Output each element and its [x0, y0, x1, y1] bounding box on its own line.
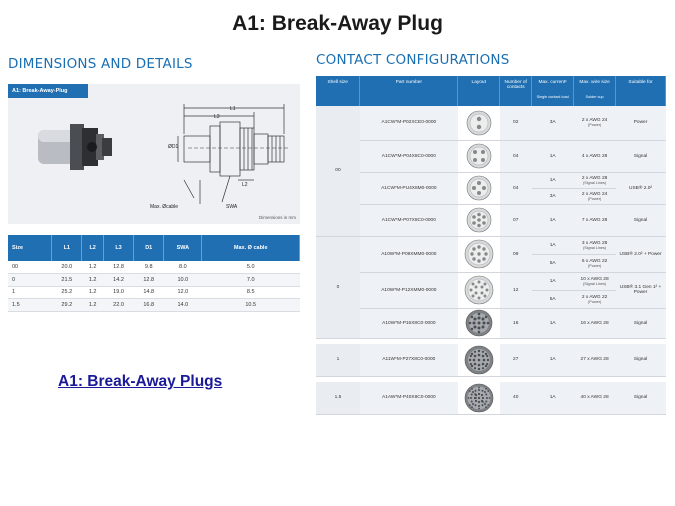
table-row — [316, 172, 666, 188]
col-size: Size — [8, 235, 52, 261]
table-row — [316, 344, 666, 376]
slide-title: A1: Break-Away Plug — [232, 12, 443, 35]
table-row — [8, 286, 300, 299]
cell: 14.8 — [134, 286, 164, 299]
current-cell: 1A — [532, 236, 574, 254]
cell: 12.0 — [164, 286, 202, 299]
table-row — [316, 308, 666, 338]
cell: 20.0 — [52, 261, 82, 274]
wire-size: 10 x AWG 28 — [580, 276, 609, 282]
wire-cell: 16 x AWG 28 — [574, 308, 616, 338]
contact-configurations-panel — [316, 52, 666, 401]
layout-cell — [458, 140, 500, 172]
suitable-cell: USB® 3.1 Gen 1² + Power — [616, 272, 666, 308]
cell: 00 — [8, 261, 52, 274]
current-cell: 1A — [532, 308, 574, 338]
wire-size: 3 x AWG 28 — [581, 240, 608, 246]
layout-4-usb-icon — [466, 175, 492, 201]
wire-cell — [574, 188, 616, 204]
part-number-cell: A10W*M-P09XMM0-0000 — [360, 236, 458, 272]
layout-cell — [458, 308, 500, 338]
table-row — [8, 274, 300, 287]
cell: 7.0 — [202, 274, 300, 287]
cell: 1.2 — [82, 299, 104, 312]
suitable-cell: Signal — [616, 308, 666, 338]
contact-configurations-heading: CONTACT CONFIGURATIONS — [316, 52, 510, 68]
cell: 1.2 — [82, 286, 104, 299]
table-row — [316, 236, 666, 254]
plug-photo — [38, 124, 112, 170]
layout-cell — [458, 172, 500, 204]
cell: 1.5 — [8, 299, 52, 312]
wire-cell — [574, 290, 616, 308]
max-wire-label: Max. wire size — [579, 80, 610, 85]
label-l2: L2 — [242, 182, 248, 188]
contacts-cell: 16 — [500, 308, 532, 338]
wire-cell — [574, 106, 616, 140]
col-shell-size: Shell size — [316, 76, 360, 106]
layout-7-contacts-icon — [466, 207, 492, 233]
wire-cell: 7 x AWG 28 — [574, 204, 616, 236]
wire-size: 2 x AWG 24 — [581, 118, 608, 124]
table-header-row — [8, 235, 300, 261]
cell: 21.5 — [52, 274, 82, 287]
layout-12-contacts-icon — [464, 275, 494, 305]
contacts-cell: 40 — [500, 382, 532, 414]
contacts-cell: 27 — [500, 344, 532, 376]
label-max-cable: Max. Øcable — [150, 204, 179, 210]
dimensions-heading: DIMENSIONS AND DETAILS — [8, 56, 193, 72]
suitable-cell: Signal — [616, 382, 666, 414]
cell: 1.2 — [82, 274, 104, 287]
drawing-caption: Dimensions in mm — [258, 215, 296, 220]
label-l3: L3 — [214, 114, 220, 120]
cell: 10.0 — [164, 274, 202, 287]
cell: 5.0 — [202, 261, 300, 274]
table-header-row — [316, 76, 666, 106]
current-cell: 1A — [532, 382, 574, 414]
part-number-cell: A10W*M-P16X8C0-0000 — [360, 308, 458, 338]
table-row — [316, 140, 666, 172]
cell: 29.2 — [52, 299, 82, 312]
part-number-cell: A1CW*M-P07X8C0-0000 — [360, 204, 458, 236]
part-number-cell: A1AW*M-P40X8C0-0000 — [360, 382, 458, 414]
layout-27-contacts-icon — [464, 345, 494, 375]
label-l1: L1 — [230, 106, 236, 112]
layout-cell — [458, 106, 500, 140]
wire-note: (Signal Lines) — [582, 245, 607, 250]
wire-note: (Power) — [587, 196, 602, 201]
col-max-wire — [574, 76, 616, 106]
suitable-cell: Power — [616, 106, 666, 140]
contacts-cell: 04 — [500, 140, 532, 172]
contact-configurations-table — [316, 76, 666, 415]
cell: 8.5 — [202, 286, 300, 299]
max-current-sublabel: Single contact load — [536, 95, 569, 99]
layout-cell — [458, 344, 500, 376]
table-row — [316, 204, 666, 236]
col-contacts: Number of contacts — [500, 76, 532, 106]
wire-size: 2 x AWG 28 — [581, 175, 608, 181]
cell: 22.0 — [103, 299, 133, 312]
wire-note: (Power) — [587, 123, 602, 128]
cell: 25.2 — [52, 286, 82, 299]
wire-note: (Signal Lines) — [582, 281, 607, 286]
contacts-cell: 12 — [500, 272, 532, 308]
part-number-cell: A11W*M-P27X8C0-0000 — [360, 344, 458, 376]
col-part-number: Part number — [360, 76, 458, 106]
current-cell: 3A — [532, 106, 574, 140]
layout-16-contacts-icon — [465, 309, 493, 337]
cell: 12.8 — [134, 274, 164, 287]
wire-cell: 4 x AWG 28 — [574, 140, 616, 172]
shell-size-cell: 00 — [316, 106, 360, 236]
cell: 14.2 — [103, 274, 133, 287]
col-l1: L1 — [52, 235, 82, 261]
current-cell: 5A — [532, 290, 574, 308]
wire-note: (Power) — [587, 299, 602, 304]
cell: 9.8 — [134, 261, 164, 274]
layout-cell — [458, 272, 500, 308]
wire-note: (Signal Lines) — [582, 180, 607, 185]
label-swa: SWA — [226, 204, 238, 210]
break-away-plugs-link[interactable]: A1: Break-Away Plugs — [58, 373, 223, 390]
table-row — [316, 382, 666, 414]
part-number-cell: A1CW*M-P02XCE0-0000 — [360, 106, 458, 140]
col-max-current — [532, 76, 574, 106]
col-l3: L3 — [103, 235, 133, 261]
table-row — [316, 272, 666, 290]
cell: 1 — [8, 286, 52, 299]
col-layout: Layout — [458, 76, 500, 106]
cell: 10.5 — [202, 299, 300, 312]
shell-size-cell: 1 — [316, 344, 360, 376]
cell: 1.2 — [82, 261, 104, 274]
layout-2-contacts-icon — [466, 110, 492, 136]
wire-cell: 40 x AWG 28 — [574, 382, 616, 414]
col-suitable-for: Suitable for — [616, 76, 666, 106]
current-cell: 1A — [532, 204, 574, 236]
current-cell: 1A — [532, 140, 574, 172]
col-l2: L2 — [82, 235, 104, 261]
col-swa: SWA — [164, 235, 202, 261]
layout-4-contacts-icon — [466, 143, 492, 169]
plug-technical-drawing — [178, 104, 290, 204]
contacts-cell: 02 — [500, 106, 532, 140]
layout-40-contacts-icon — [464, 383, 494, 413]
cell: 0 — [8, 274, 52, 287]
wire-size: 6 x AWG 22 — [581, 258, 608, 264]
wire-cell — [574, 254, 616, 272]
cell: 8.0 — [164, 261, 202, 274]
current-cell: 5A — [532, 254, 574, 272]
drawing-tag: A1: Break-Away-Plug — [8, 84, 88, 98]
plug-drawing — [8, 84, 300, 224]
dimensions-panel — [8, 56, 300, 308]
wire-cell — [574, 172, 616, 188]
part-number-cell: A1CW*M-P04X8C0-0000 — [360, 140, 458, 172]
label-d1: ØD1 — [168, 144, 179, 150]
max-current-label: Max. current¹ — [538, 80, 567, 85]
shell-size-cell: 0 — [316, 236, 360, 338]
table-row — [8, 261, 300, 274]
wire-cell — [574, 236, 616, 254]
current-cell: 1A — [532, 172, 574, 188]
part-number-cell: A1CW*M-PU4X8M0-0000 — [360, 172, 458, 204]
contacts-cell: 07 — [500, 204, 532, 236]
suitable-cell: Signal — [616, 204, 666, 236]
cell: 16.8 — [134, 299, 164, 312]
suitable-cell: USB® 2.0² — [616, 172, 666, 204]
current-cell: 1A — [532, 272, 574, 290]
table-row — [316, 106, 666, 140]
contacts-cell: 04 — [500, 172, 532, 204]
layout-cell — [458, 236, 500, 272]
layout-9-contacts-icon — [464, 239, 494, 269]
cell: 14.0 — [164, 299, 202, 312]
suitable-cell: Signal — [616, 344, 666, 376]
wire-cell — [574, 272, 616, 290]
layout-cell — [458, 382, 500, 414]
max-wire-sublabel: Solder cup — [585, 95, 604, 99]
shell-size-cell: 1.5 — [316, 382, 360, 414]
layout-cell — [458, 204, 500, 236]
wire-size: 2 x AWG 24 — [581, 191, 608, 197]
part-number-cell: A10W*M-P12XMM0-0000 — [360, 272, 458, 308]
table-row — [8, 299, 300, 312]
dimensions-table — [8, 235, 300, 312]
suitable-cell: USB® 2.0² + Power — [616, 236, 666, 272]
plug-illustration — [8, 84, 300, 224]
col-d1: D1 — [134, 235, 164, 261]
suitable-cell: Signal — [616, 140, 666, 172]
contacts-cell: 09 — [500, 236, 532, 272]
cell: 19.0 — [103, 286, 133, 299]
wire-note: (Power) — [587, 263, 602, 268]
wire-size: 2 x AWG 22 — [581, 294, 608, 300]
current-cell: 3A — [532, 188, 574, 204]
wire-cell: 27 x AWG 28 — [574, 344, 616, 376]
cell: 12.8 — [103, 261, 133, 274]
col-max-cable: Max. Ø cable — [202, 235, 300, 261]
current-cell: 1A — [532, 344, 574, 376]
